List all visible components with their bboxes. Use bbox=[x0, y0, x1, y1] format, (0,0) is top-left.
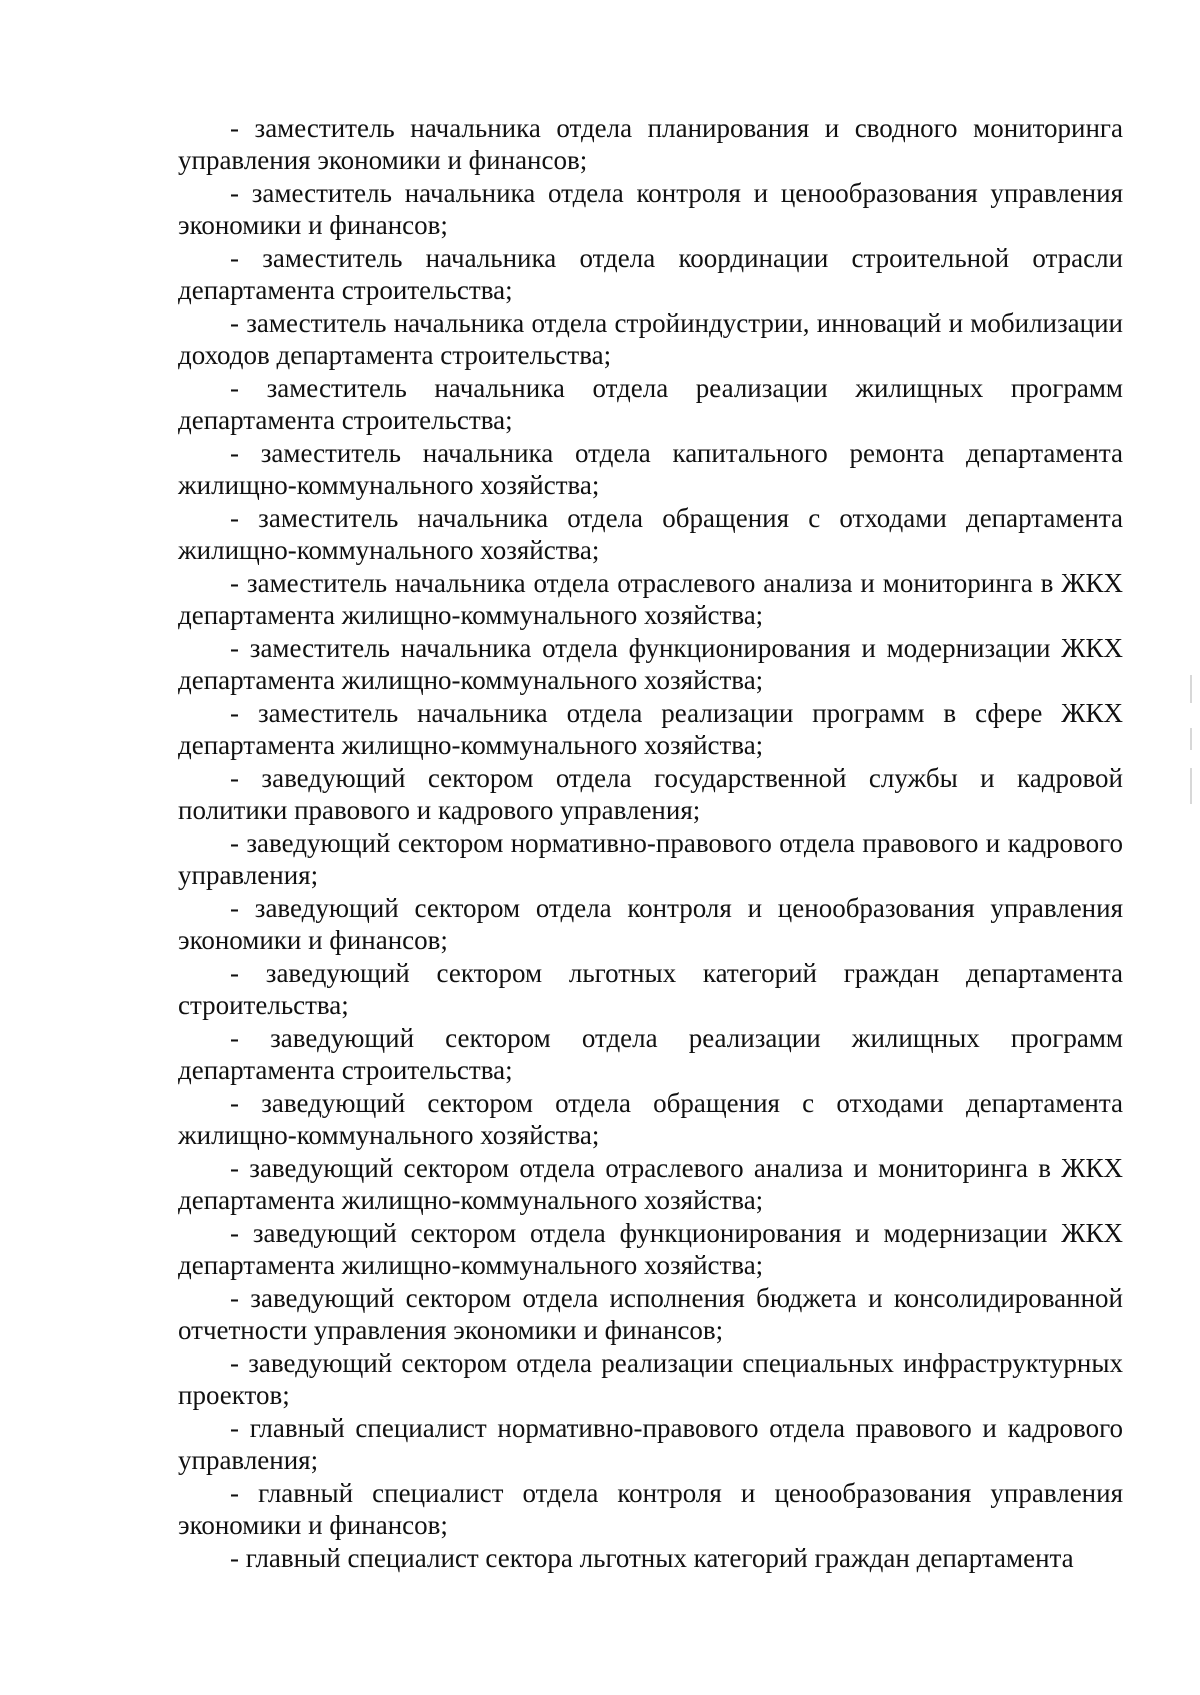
list-item: - заведующий сектором отдела функционирования и модернизации ЖКХ департамента жилищно-коммунального хозяйства; bbox=[178, 1218, 1123, 1280]
list-item: - заместитель начальника отдела контроля и ценообразования управления экономики и финансов; bbox=[178, 178, 1123, 240]
list-item: - заместитель начальника отдела капитального ремонта департамента жилищно-коммунального хозяйства; bbox=[178, 438, 1123, 500]
list-item: - заместитель начальника отдела планирования и сводного мониторинга управления экономики и финансов; bbox=[178, 113, 1123, 175]
list-item: - заведующий сектором льготных категорий граждан департамента строительства; bbox=[178, 958, 1123, 1020]
list-item: - заведующий сектором отдела государственной службы и кадровой политики правового и кадрового управления; bbox=[178, 763, 1123, 825]
list-item: - заведующий сектором отдела исполнения бюджета и консолидированной отчетности управления экономики и финансов; bbox=[178, 1283, 1123, 1345]
scan-edge-mark bbox=[1190, 675, 1192, 703]
list-item: - главный специалист сектора льготных категорий граждан департамента bbox=[230, 1543, 1074, 1573]
list-item: - заведующий сектором отдела реализации специальных инфраструктурных проектов; bbox=[178, 1348, 1123, 1410]
list-item: - заведующий сектором отдела контроля и ценообразования управления экономики и финансов; bbox=[178, 893, 1123, 955]
scan-edge-mark bbox=[1190, 768, 1192, 804]
list-item: - заведующий сектором отдела обращения с отходами департамента жилищно-коммунального хозяйства; bbox=[178, 1088, 1123, 1150]
list-item: - заведующий сектором отдела отраслевого анализа и мониторинга в ЖКХ департамента жилищно-коммунального хозяйства; bbox=[178, 1153, 1123, 1215]
list-item: - заместитель начальника отдела реализации программ в сфере ЖКХ департамента жилищно-коммунального хозяйства; bbox=[178, 698, 1123, 760]
list-item: - заместитель начальника отдела обращения с отходами департамента жилищно-коммунального хозяйства; bbox=[178, 503, 1123, 565]
list-item: - заместитель начальника отдела реализации жилищных программ департамента строительства; bbox=[178, 373, 1123, 435]
list-item: - главный специалист нормативно-правового отдела правового и кадрового управления; bbox=[178, 1413, 1123, 1475]
list-item: - заместитель начальника отдела координации строительной отрасли департамента строительства; bbox=[178, 243, 1123, 305]
document-body bbox=[178, 112, 1123, 1574]
list-item: - заместитель начальника отдела функционирования и модернизации ЖКХ департамента жилищно-коммунального хозяйства; bbox=[178, 633, 1123, 695]
list-item: - заместитель начальника отдела стройиндустрии, инноваций и мобилизации доходов департамента строительства; bbox=[178, 308, 1123, 370]
list-item: - заведующий сектором отдела реализации жилищных программ департамента строительства; bbox=[178, 1023, 1123, 1085]
list-item: - заместитель начальника отдела отраслевого анализа и мониторинга в ЖКХ департамента жилищно-коммунального хозяйства; bbox=[178, 568, 1123, 630]
list-item: - заведующий сектором нормативно-правового отдела правового и кадрового управления; bbox=[178, 828, 1123, 890]
list-item: - главный специалист отдела контроля и ценообразования управления экономики и финансов; bbox=[178, 1478, 1123, 1540]
scan-edge-mark bbox=[1190, 728, 1192, 750]
